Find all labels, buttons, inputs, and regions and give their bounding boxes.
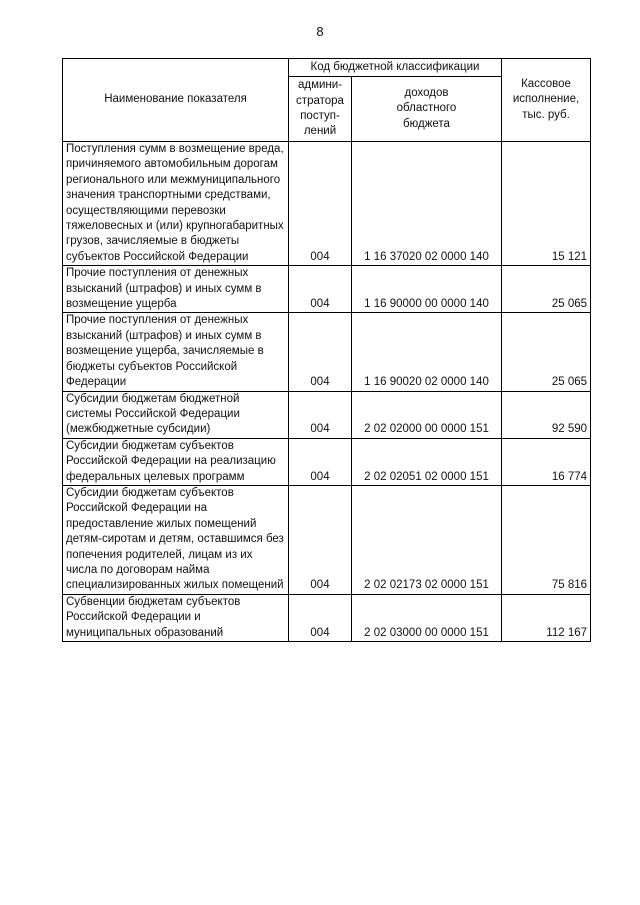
header-row-top: [63, 59, 591, 77]
table-row: [63, 142, 591, 266]
row-administrator-code: 004: [289, 266, 352, 313]
header-administrator-text: админи- стратора поступ- лений: [296, 79, 344, 138]
row-indicator-name: Прочие поступления от денежных взысканий (штрафов) и иных сумм в возмещение ущерба: [63, 266, 289, 313]
budget-table: [62, 58, 591, 642]
table-row: [63, 485, 591, 594]
header-administrator: [289, 77, 352, 142]
row-income-code: 1 16 90000 00 0000 140: [352, 266, 502, 313]
row-income-code: 1 16 90020 02 0000 140: [352, 313, 502, 391]
header-income-text: доходов областного бюджета: [396, 86, 457, 130]
header-indicator-name: Наименование показателя: [63, 59, 289, 142]
header-income-code: [352, 77, 502, 142]
row-indicator-name: Субсидии бюджетам бюджетной системы Российской Федерации (межбюджетные субсидии): [63, 391, 289, 438]
table-row: [63, 391, 591, 438]
row-administrator-code: 004: [289, 438, 352, 485]
row-indicator-name: Субсидии бюджетам субъектов Российской Федерации на предоставление жилых помещений детям-сиротам и детям, оставшимся без попечения родителей, лицам из их числа по договорам найма специализированных жилых помещений: [63, 485, 289, 594]
row-indicator-name: Субсидии бюджетам субъектов Российской Федерации на реализацию федеральных целевых программ: [63, 438, 289, 485]
header-cash-execution: [502, 59, 591, 142]
row-cash-value: 75 816: [502, 485, 591, 594]
row-cash-value: 25 065: [502, 266, 591, 313]
row-administrator-code: 004: [289, 142, 352, 266]
table-row: [63, 313, 591, 391]
table-row: [63, 266, 591, 313]
table-row: [63, 438, 591, 485]
row-administrator-code: 004: [289, 391, 352, 438]
row-cash-value: 92 590: [502, 391, 591, 438]
header-cash-text: Кассовое исполнение, тыс. руб.: [512, 77, 580, 121]
row-indicator-name: Прочие поступления от денежных взысканий (штрафов) и иных сумм в возмещение ущерба, зачисляемые в бюджеты субъектов Российской Федерации: [63, 313, 289, 391]
row-income-code: 2 02 02173 02 0000 151: [352, 485, 502, 594]
row-cash-value: 16 774: [502, 438, 591, 485]
row-income-code: 2 02 02000 00 0000 151: [352, 391, 502, 438]
row-indicator-name: Поступления сумм в возмещение вреда, причиняемого автомобильным дорогам регионального или межмуниципального значения транспортными средствами, осуществляющими перевозки тяжеловесных и (или) крупногабаритных грузов, зачисляемые в бюджеты субъектов Российской Федерации: [63, 142, 289, 266]
header-classification-code: Код бюджетной классификации: [289, 59, 502, 77]
row-indicator-name: Субвенции бюджетам субъектов Российской Федерации и муниципальных образований: [63, 594, 289, 641]
row-cash-value: 25 065: [502, 313, 591, 391]
row-administrator-code: 004: [289, 485, 352, 594]
row-administrator-code: 004: [289, 313, 352, 391]
row-income-code: 2 02 03000 00 0000 151: [352, 594, 502, 641]
row-cash-value: 112 167: [502, 594, 591, 641]
row-income-code: 1 16 37020 02 0000 140: [352, 142, 502, 266]
row-income-code: 2 02 02051 02 0000 151: [352, 438, 502, 485]
row-cash-value: 15 121: [502, 142, 591, 266]
row-administrator-code: 004: [289, 594, 352, 641]
page-number: 8: [316, 24, 324, 39]
table-row: [63, 594, 591, 641]
